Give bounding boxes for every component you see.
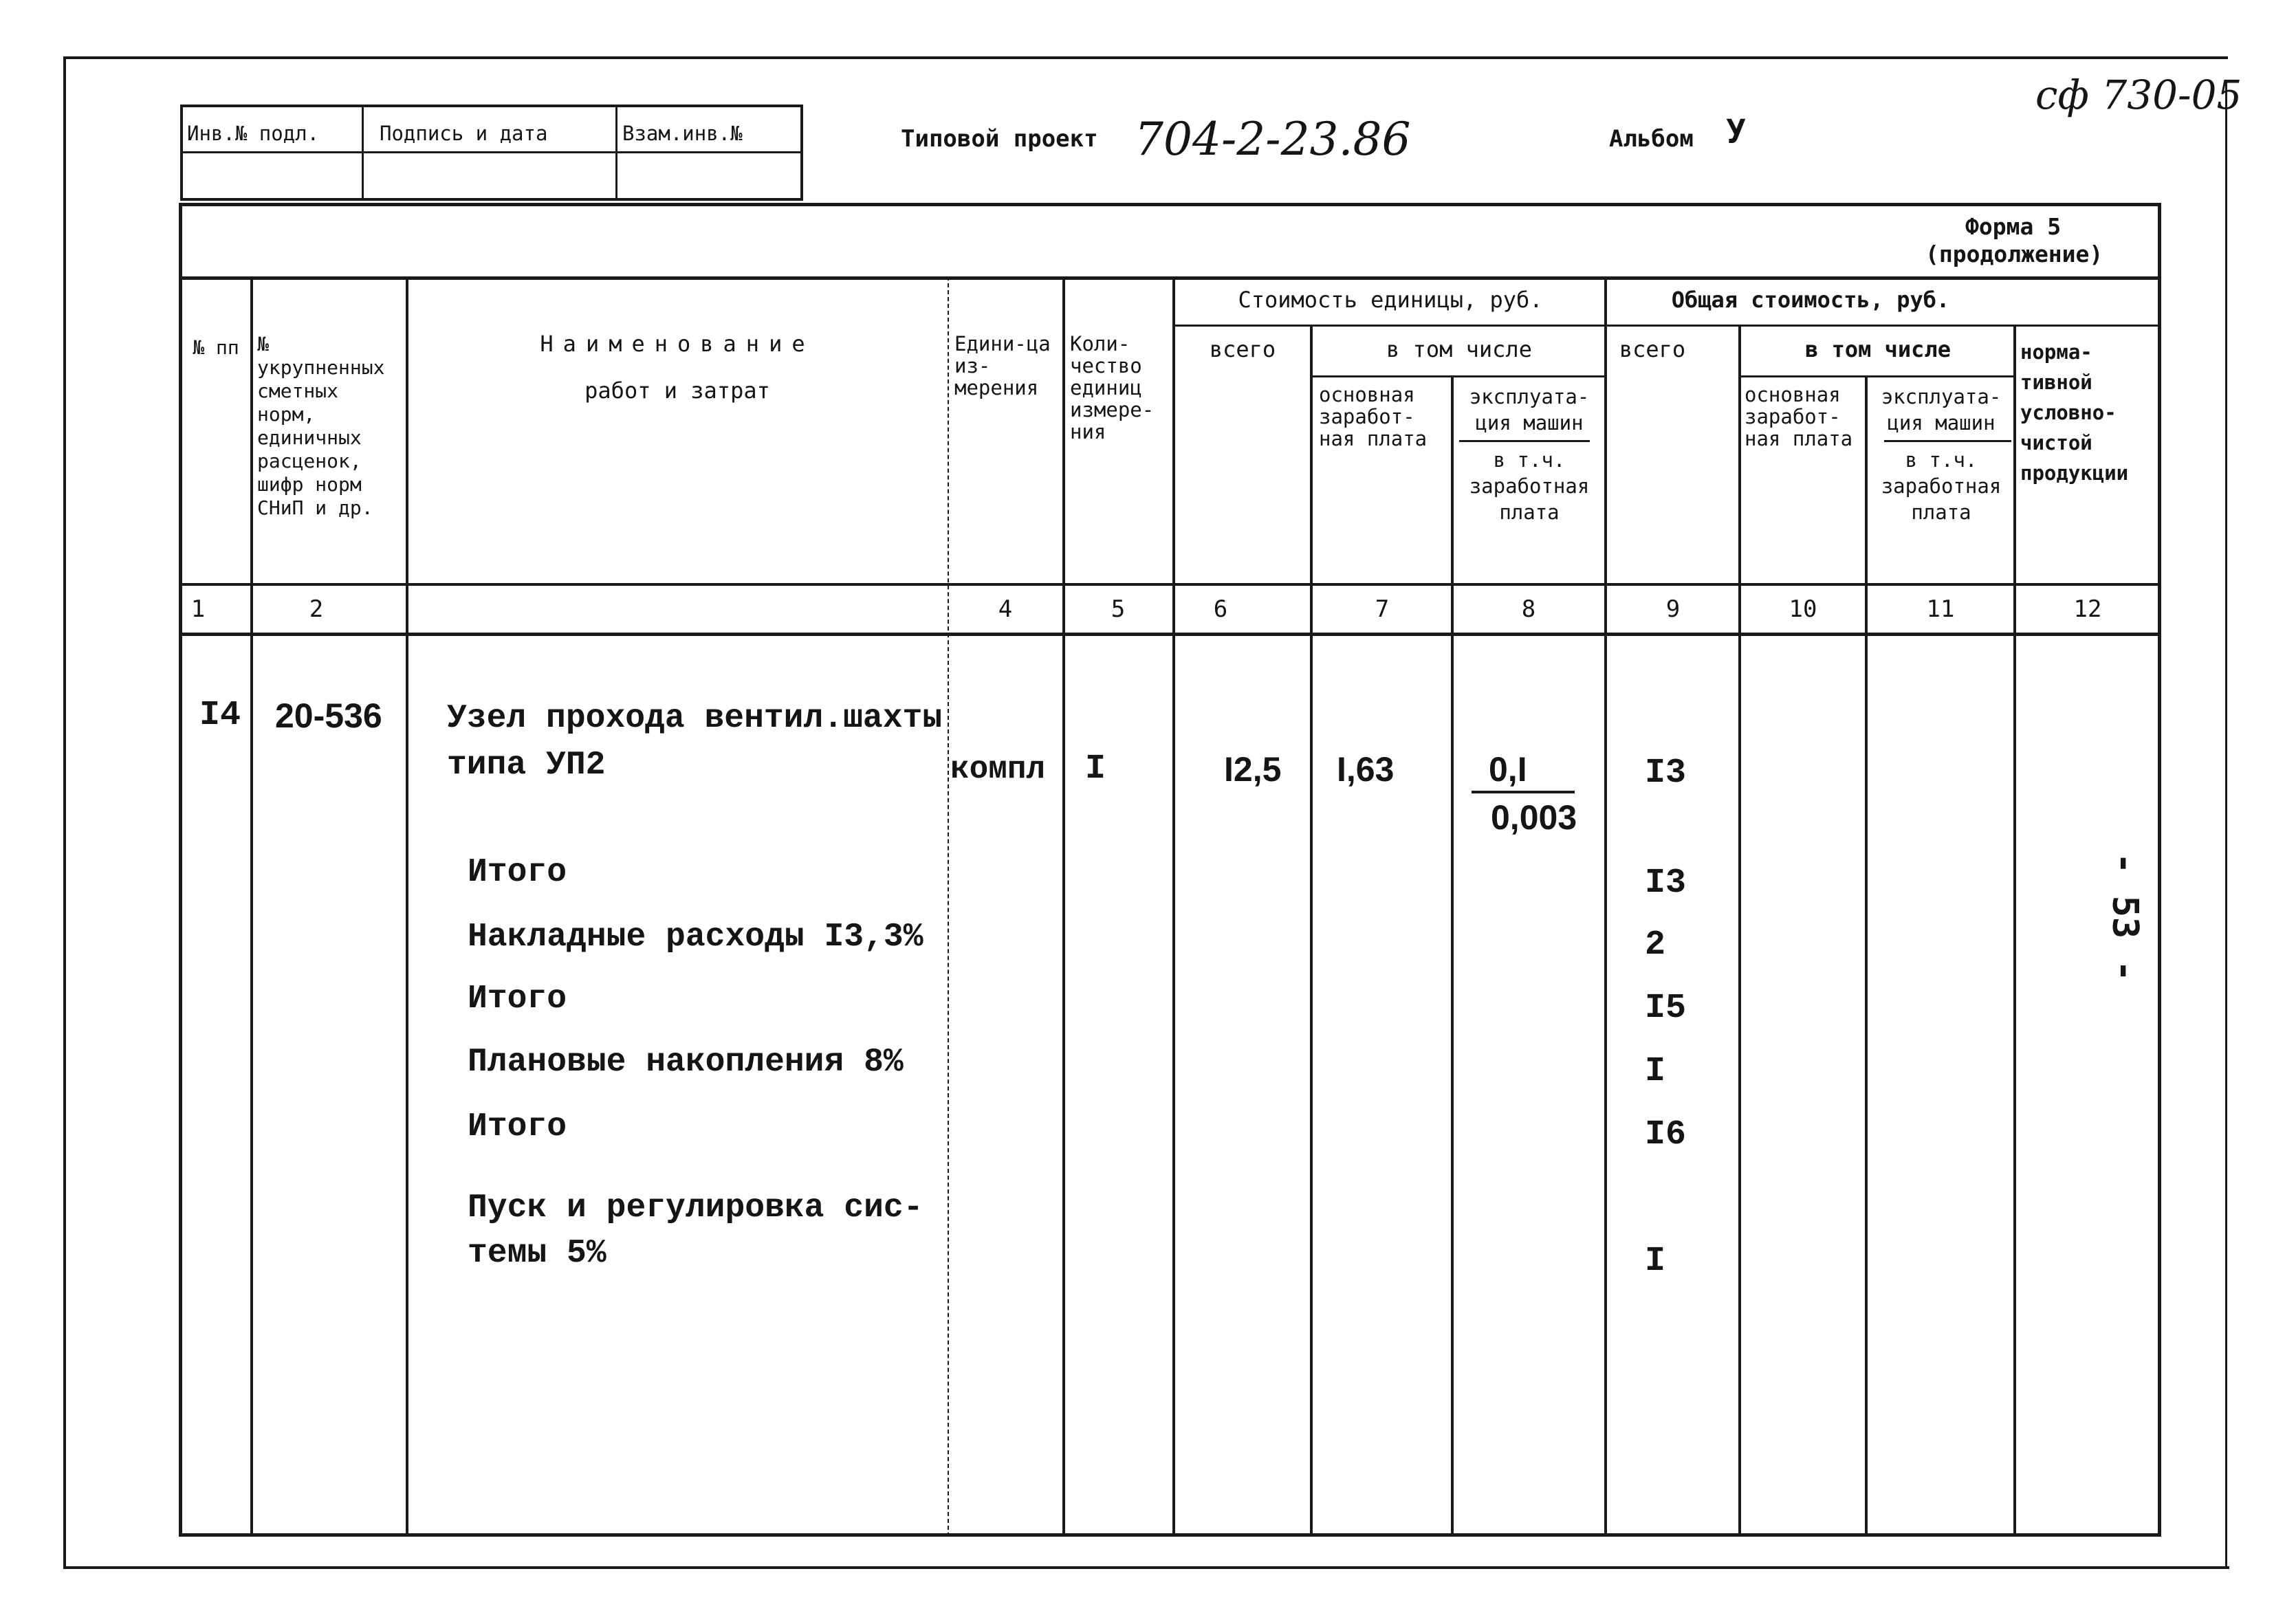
col-line-9 bbox=[1738, 325, 1741, 1537]
col4-header: Едини-ца из-мерения bbox=[954, 332, 1051, 399]
summary-value-2: 2 bbox=[1645, 925, 1666, 965]
stamp-divider-h bbox=[180, 151, 803, 153]
col-line-10 bbox=[1865, 375, 1868, 1537]
row-unit-basic-wage: I,63 bbox=[1337, 750, 1395, 789]
album-label: Альбом bbox=[1609, 125, 1694, 153]
summary-value-3: I5 bbox=[1645, 989, 1687, 1028]
total-machine-wage-header: в т.ч. заработная плата bbox=[1881, 448, 2002, 524]
form-label: Форма 5 bbox=[1965, 213, 2062, 240]
unit-cost-header: Стоимость единицы, руб. bbox=[1238, 287, 1543, 313]
unit-total-header: всего bbox=[1209, 336, 1276, 362]
startup-value: I bbox=[1645, 1242, 1666, 1281]
unit-basic-wage-header: основная заработ-ная плата bbox=[1319, 383, 1428, 450]
summary-label-2: Накладные расходы I3,3% bbox=[468, 919, 923, 956]
col-line-6 bbox=[1310, 325, 1313, 1537]
stamp-signature-date: Подпись и дата bbox=[380, 122, 548, 145]
total-subgroup-line bbox=[1740, 375, 2014, 377]
summary-label-4: Плановые накопления 8% bbox=[468, 1044, 904, 1081]
startup-label-line2: темы 5% bbox=[468, 1235, 606, 1272]
col-number-2: 2 bbox=[309, 595, 324, 623]
row-unit-machine: 0,I bbox=[1489, 750, 1527, 789]
stamp-vzam-inv: Взам.инв.№ bbox=[622, 122, 743, 145]
col-number-1: 1 bbox=[190, 595, 206, 623]
col-line-4 bbox=[1062, 276, 1065, 1537]
row-qty: I bbox=[1085, 749, 1106, 789]
summary-value-4: I bbox=[1645, 1052, 1666, 1091]
col-numbers-top-line bbox=[179, 583, 2161, 586]
col-number-11: 11 bbox=[1926, 595, 1955, 623]
col-number-6: 6 bbox=[1213, 595, 1228, 623]
row-code: 20-536 bbox=[275, 696, 382, 735]
project-label: Типовой проект bbox=[901, 125, 1098, 153]
col-number-4: 4 bbox=[998, 595, 1013, 623]
col-number-12: 12 bbox=[2073, 595, 2102, 623]
stamp-inv-no-podl: Инв.№ подл. bbox=[187, 122, 320, 145]
summary-label-5: Итого bbox=[468, 1108, 567, 1145]
col-numbers-bottom-line bbox=[179, 633, 2161, 636]
page-border-top bbox=[63, 56, 2228, 59]
form-sublabel: (продолжение) bbox=[1925, 241, 2103, 267]
header-top-line bbox=[179, 276, 2161, 280]
col-line-7 bbox=[1451, 375, 1454, 1537]
summary-value-1: I3 bbox=[1645, 864, 1687, 903]
col-line-3 bbox=[948, 276, 951, 1537]
row-unit-total: I2,5 bbox=[1224, 750, 1282, 789]
page-border-bottom bbox=[63, 1566, 2229, 1569]
col-line-8 bbox=[1604, 276, 1607, 1537]
total-header: всего bbox=[1619, 336, 1686, 362]
corner-code: сф 730-05 bbox=[2035, 72, 2242, 118]
total-machine-header: эксплуата-ция машин bbox=[1881, 385, 2002, 435]
total-incl-header: в том числе bbox=[1805, 336, 1951, 362]
col-line-2 bbox=[406, 276, 408, 1537]
col1-header: № пп bbox=[193, 336, 239, 359]
row-name-line2: типа УП2 bbox=[447, 747, 606, 784]
col-line-5 bbox=[1172, 276, 1175, 1537]
col-number-8: 8 bbox=[1521, 595, 1536, 623]
row-name-line1: Узел прохода вентил.шахты bbox=[447, 700, 943, 737]
col3-header-title: Наименование bbox=[540, 331, 815, 357]
unit-machine-wage-header: в т.ч. заработная плата bbox=[1469, 448, 1590, 524]
row-unit: компл bbox=[950, 751, 1046, 787]
col-line-1 bbox=[250, 276, 253, 1537]
row-machine-fraction-line bbox=[1472, 791, 1575, 793]
page-number: - 53 - bbox=[2104, 853, 2145, 982]
col-number-9: 9 bbox=[1665, 595, 1681, 623]
ekspl-fraction-line-unit bbox=[1459, 440, 1590, 442]
total-basic-wage-header: основная заработ-ная плата bbox=[1745, 383, 1853, 450]
unit-machine-header: эксплуата-ция машин bbox=[1469, 385, 1590, 435]
col-number-7: 7 bbox=[1375, 595, 1390, 623]
row-total: I3 bbox=[1645, 754, 1687, 793]
startup-label-line1: Пуск и регулировка сис- bbox=[468, 1189, 923, 1227]
summary-label-1: Итого bbox=[468, 854, 567, 891]
row-unit-machine-wage: 0,003 bbox=[1491, 798, 1577, 837]
row-number: I4 bbox=[199, 696, 241, 735]
col5-header: Коли-чество единиц измере-ния bbox=[1070, 332, 1155, 443]
col3-header-sub: работ и затрат bbox=[584, 377, 770, 404]
col-line-11 bbox=[2013, 325, 2016, 1537]
col12-header: норма-тивной условно-чистой продукции bbox=[2020, 340, 2129, 485]
col2-header: № укрупненных сметных норм, единичных расценок, шифр норм СНиП и др. bbox=[257, 333, 385, 519]
col-number-10: 10 bbox=[1789, 595, 1817, 623]
summary-value-5: I6 bbox=[1645, 1115, 1687, 1154]
stamp-divider-v1 bbox=[362, 105, 364, 201]
page-border-left bbox=[63, 56, 66, 1569]
stamp-divider-v2 bbox=[615, 105, 617, 201]
total-cost-header: Общая стоимость, руб. bbox=[1671, 287, 1950, 313]
summary-label-3: Итого bbox=[468, 980, 567, 1018]
project-number: 704-2-23.86 bbox=[1135, 113, 1411, 166]
unit-subgroup-line bbox=[1312, 375, 1605, 377]
col-number-5: 5 bbox=[1111, 595, 1126, 623]
album-number: У bbox=[1726, 113, 1746, 151]
unit-incl-header: в том числе bbox=[1386, 336, 1532, 362]
ekspl-fraction-line-total bbox=[1884, 440, 2011, 442]
page-border-right bbox=[2225, 83, 2227, 1568]
